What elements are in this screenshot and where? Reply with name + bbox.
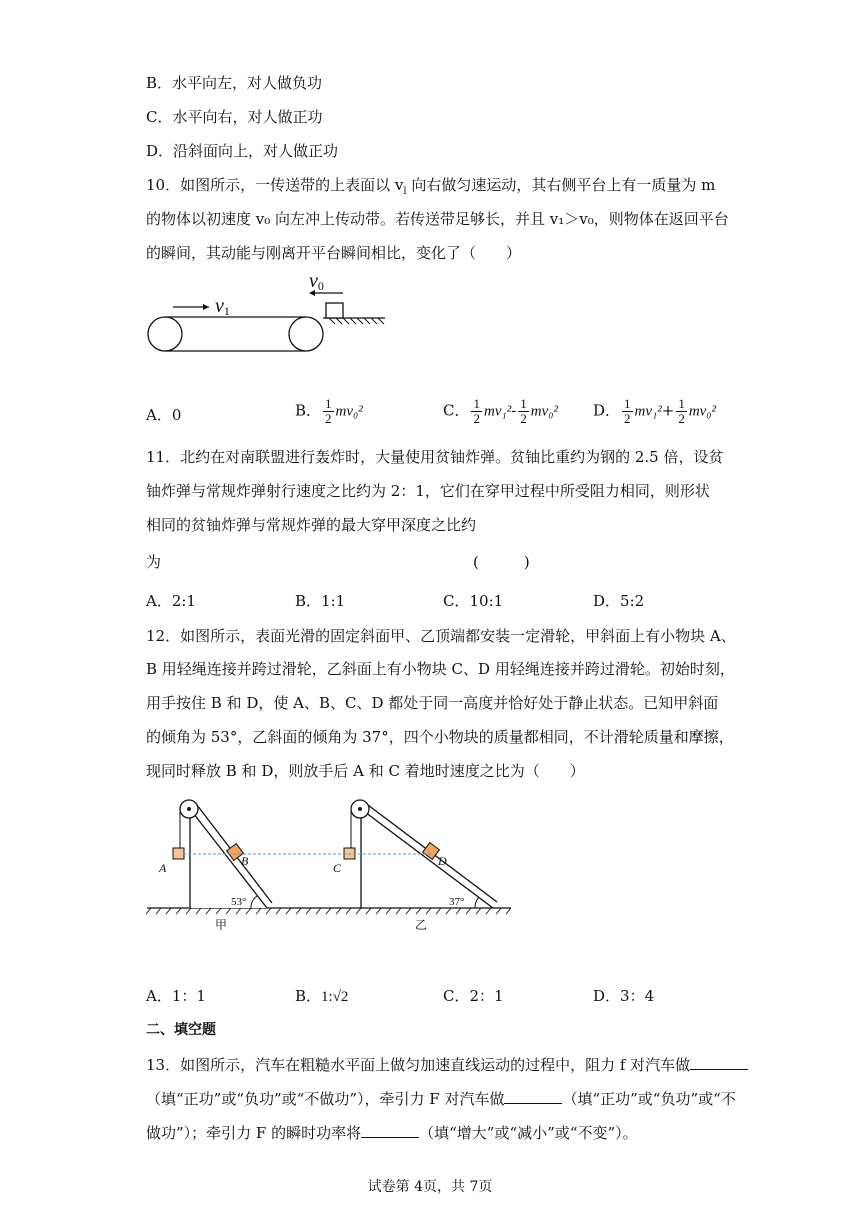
plus-sign: + — [661, 401, 675, 420]
left-pulley — [148, 317, 182, 351]
q10-option-d-prefix: D． — [593, 401, 621, 420]
label-yi: 乙 — [415, 918, 428, 932]
q13-line1-text: 13．如图所示，汽车在粗糙水平面上做匀加速直线运动的过程中，阻力 f 对汽车做 — [146, 1056, 691, 1074]
q11-option-c: C．10:1 — [443, 592, 504, 610]
q12-stem-line5: 现同时释放 B 和 D，则放手后 A 和 C 着地时速度之比为（ ） — [146, 762, 585, 780]
frac-num: 1 — [473, 396, 480, 411]
angle-53-label: 53° — [231, 896, 247, 908]
q12-option-b-math: 1:√2 — [321, 989, 349, 1005]
q10-option-c-prefix: C． — [443, 401, 470, 420]
q12-stem-line3: 用手按住 B 和 D，使 A、B、C、D 都处于同一高度并恰好处于静止状态。已知甲斜面 — [146, 694, 719, 712]
q10-option-a: A．0 — [146, 406, 182, 424]
q10-option-c — [443, 397, 558, 426]
ground-hatch — [146, 908, 511, 914]
q11-stem-line2: 铀炸弹与常规炸弹射行速度之比约为 2：1，它们在穿甲过程中所受阻力相同，则形状 — [146, 482, 710, 500]
label-d: D — [438, 854, 447, 868]
q11-option-a: A．2:1 — [146, 592, 196, 610]
q13-stem-line2 — [146, 1087, 736, 1110]
half-fraction — [518, 397, 529, 426]
q12-option-a: A．1：1 — [146, 987, 206, 1005]
frac-num: 1 — [624, 396, 631, 411]
half-fraction — [471, 397, 482, 426]
frac-den: 2 — [520, 411, 527, 426]
q10-option-b — [295, 397, 363, 426]
q10-line1-sub: l — [403, 186, 407, 197]
mv0sq: mv₀² — [688, 403, 717, 420]
frac-num: 1 — [325, 396, 332, 411]
q13-blank-2[interactable] — [504, 1087, 562, 1104]
minus-sign: - — [511, 401, 517, 420]
mv1sq: mv₁² — [634, 403, 662, 420]
q9-option-d: D．沿斜面向上，对人做正功 — [146, 142, 339, 160]
v1-arrowhead — [203, 304, 209, 310]
frac-den: 2 — [473, 411, 480, 426]
section-heading-fill-in: 二、填空题 — [146, 1022, 216, 1038]
q12-option-d: D．3：4 — [593, 987, 655, 1005]
q13-stem-line1 — [146, 1053, 748, 1076]
mv0sq: mv₀² — [530, 403, 558, 420]
mv1sq: mv₁² — [483, 403, 512, 420]
q11-stem-line1: 11．北约在对南联盟进行轰炸时，大量使用贫铀炸弹。贫铀比重约为钢的 2.5 倍，设贫 — [146, 448, 724, 466]
right-pulley — [289, 317, 323, 351]
q13-blank-1[interactable] — [690, 1053, 748, 1070]
q10-stem-line2: 的物体以初速度 v₀ 向左冲上传动带。若传送带足够长，并且 v₁＞v₀，则物体在返回平台 — [146, 210, 729, 228]
q11-option-b: B．1:1 — [295, 592, 346, 610]
frac-num: 1 — [520, 396, 527, 411]
v0-label: v0 — [309, 270, 324, 293]
q11-answer-paren: ( ) — [473, 553, 530, 571]
q10-option-d — [593, 397, 716, 426]
q10-conveyor-figure — [145, 270, 395, 355]
q13-stem-line3 — [146, 1121, 638, 1144]
q13-blank-3[interactable] — [361, 1121, 419, 1138]
half-fraction — [676, 397, 687, 426]
half-fraction — [323, 397, 334, 426]
v1-label: v1 — [215, 295, 230, 318]
q12-inclines-figure — [145, 795, 515, 935]
q13-line2-text-a: （填“正功”或“负功”或“不做功”），牵引力 F 对汽车做 — [146, 1090, 505, 1108]
q12-option-b-prefix: B． — [295, 987, 322, 1005]
block — [326, 303, 343, 318]
q10-stem-line1 — [146, 174, 715, 203]
q10-option-b-prefix: B． — [295, 401, 322, 420]
angle-37-label: 37° — [449, 896, 465, 908]
frac-den: 2 — [624, 411, 631, 426]
q11-stem-line4: 为 — [146, 553, 162, 571]
q10-stem-line3: 的瞬间，其动能与刚离开平台瞬间相比，变化了（ ） — [146, 244, 522, 262]
q12-stem-line2: B 用轻绳连接并跨过滑轮，乙斜面上有小物块 C、D 用轻绳连接并跨过滑轮。初始时刻， — [146, 660, 735, 678]
label-a: A — [159, 861, 167, 875]
platform-hatch — [329, 318, 384, 324]
q12-option-b — [295, 985, 348, 1008]
label-b: B — [241, 854, 249, 868]
half-fraction — [622, 397, 633, 426]
frac-num: 1 — [678, 396, 685, 411]
q12-stem-line1: 12．如图所示，表面光滑的固定斜面甲、乙顶端都安装一定滑轮，甲斜面上有小物块 A、 — [146, 627, 736, 645]
mv0sq: mv₀² — [335, 403, 363, 420]
block-a — [173, 848, 184, 859]
q11-option-d: D．5:2 — [593, 592, 645, 610]
page-footer: 试卷第 4页，共 7页 — [367, 1179, 493, 1195]
label-jia: 甲 — [215, 918, 228, 932]
q9-option-b: B．水平向左，对人做负功 — [146, 74, 323, 92]
q13-line3-text-a: 做功”）；牵引力 F 的瞬时功率将 — [146, 1124, 362, 1142]
q10-line1-a: 10．如图所示，一传送带的上表面以 v — [146, 176, 404, 194]
q12-stem-line4: 的倾角为 53°，乙斜面的倾角为 37°，四个小物块的质量都相同，不计滑轮质量和摩擦， — [146, 728, 734, 746]
q11-stem-line3: 相同的贫铀炸弹与常规炸弹的最大穿甲深度之比约 — [146, 516, 477, 534]
incline-jia — [173, 800, 272, 908]
q10-line1-b: 向右做匀速运动，其右侧平台上有一质量为 m — [406, 176, 716, 194]
label-c: C — [333, 861, 342, 875]
q13-line2-text-b: （填“正功”或“负功”或“不 — [562, 1090, 736, 1108]
q13-line3-text-b: （填“增大”或“减小”或“不变”）。 — [419, 1124, 638, 1142]
frac-den: 2 — [678, 411, 685, 426]
q9-option-c: C．水平向右，对人做正功 — [146, 108, 323, 126]
frac-den: 2 — [325, 411, 332, 426]
q12-option-c: C．2：1 — [443, 987, 504, 1005]
